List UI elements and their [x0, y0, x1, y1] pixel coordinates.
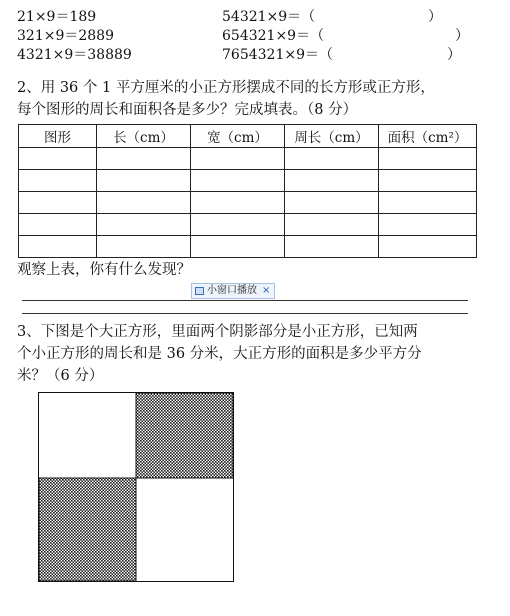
table-cell[interactable]: [19, 214, 97, 236]
table-row: [19, 236, 477, 258]
fill-in-table: [18, 124, 477, 258]
question-2-line-1: 2、用 36 个 1 平方厘米的小正方形摆成不同的长方形或正方形，: [17, 80, 435, 96]
equation-3-close-paren: ）: [447, 47, 461, 63]
table-row: [19, 148, 477, 170]
table-cell[interactable]: [191, 214, 285, 236]
table-cell[interactable]: [19, 192, 97, 214]
header-area: 面积（cm²）: [379, 125, 477, 148]
header-length: 长（cm）: [97, 125, 191, 148]
table-cell[interactable]: [379, 170, 477, 192]
table-cell[interactable]: [97, 214, 191, 236]
table-cell[interactable]: [191, 236, 285, 258]
mini-window-icon: [195, 287, 204, 295]
question-3-line-1: 3、下图是个大正方形，里面两个阴影部分是小正方形，已知两: [17, 324, 418, 340]
mini-window-label[interactable]: 小窗口播放: [207, 285, 257, 296]
table-header-row: [19, 125, 477, 148]
header-perimeter: 周长（cm）: [285, 125, 379, 148]
header-shape: 图形: [19, 125, 97, 148]
equation-1-right: 54321×9＝（: [222, 9, 316, 25]
square-figure: [38, 392, 234, 582]
table-cell[interactable]: [19, 148, 97, 170]
table-cell[interactable]: [191, 192, 285, 214]
table-cell[interactable]: [379, 148, 477, 170]
table-cell[interactable]: [191, 148, 285, 170]
equation-2-left: 321×9＝2889: [17, 28, 114, 44]
equation-3-left: 4321×9＝38889: [17, 47, 132, 63]
table-cell[interactable]: [19, 236, 97, 258]
equation-3-right: 7654321×9＝（: [222, 47, 333, 63]
header-width: 宽（cm）: [191, 125, 285, 148]
table-row: [19, 192, 477, 214]
question-3-line-2: 个小正方形的周长和是 36 分米，大正方形的面积是多少平方分: [17, 346, 422, 362]
table-cell[interactable]: [97, 170, 191, 192]
table-cell[interactable]: [285, 214, 379, 236]
question-3-line-3: 米？（6 分）: [17, 368, 104, 384]
table-cell[interactable]: [379, 192, 477, 214]
answer-line-2: [22, 313, 468, 314]
observe-prompt: 观察上表，你有什么发现？: [17, 262, 191, 278]
equation-2-right: 654321×9＝（: [222, 28, 325, 44]
close-icon[interactable]: ×: [262, 285, 271, 296]
table-cell[interactable]: [97, 192, 191, 214]
table-cell[interactable]: [379, 236, 477, 258]
table-cell[interactable]: [97, 148, 191, 170]
shaded-small-square-top-right: [136, 393, 233, 478]
question-2-line-2: 每个图形的周长和面积各是多少？完成填表。（8 分）: [17, 102, 358, 118]
answer-line-1: [22, 300, 468, 301]
mini-window-widget[interactable]: [191, 283, 275, 299]
table-cell[interactable]: [19, 170, 97, 192]
table-row: [19, 170, 477, 192]
equation-1-left: 21×9＝189: [17, 9, 97, 25]
table-cell[interactable]: [285, 236, 379, 258]
equation-2-close-paren: ）: [455, 28, 469, 44]
shaded-small-square-bottom-left: [39, 478, 136, 581]
table-cell[interactable]: [191, 170, 285, 192]
table-cell[interactable]: [285, 148, 379, 170]
table-cell[interactable]: [97, 236, 191, 258]
table-cell[interactable]: [285, 170, 379, 192]
equation-1-close-paren: ）: [428, 9, 442, 25]
table-cell[interactable]: [379, 214, 477, 236]
table-cell[interactable]: [285, 192, 379, 214]
table-row: [19, 214, 477, 236]
